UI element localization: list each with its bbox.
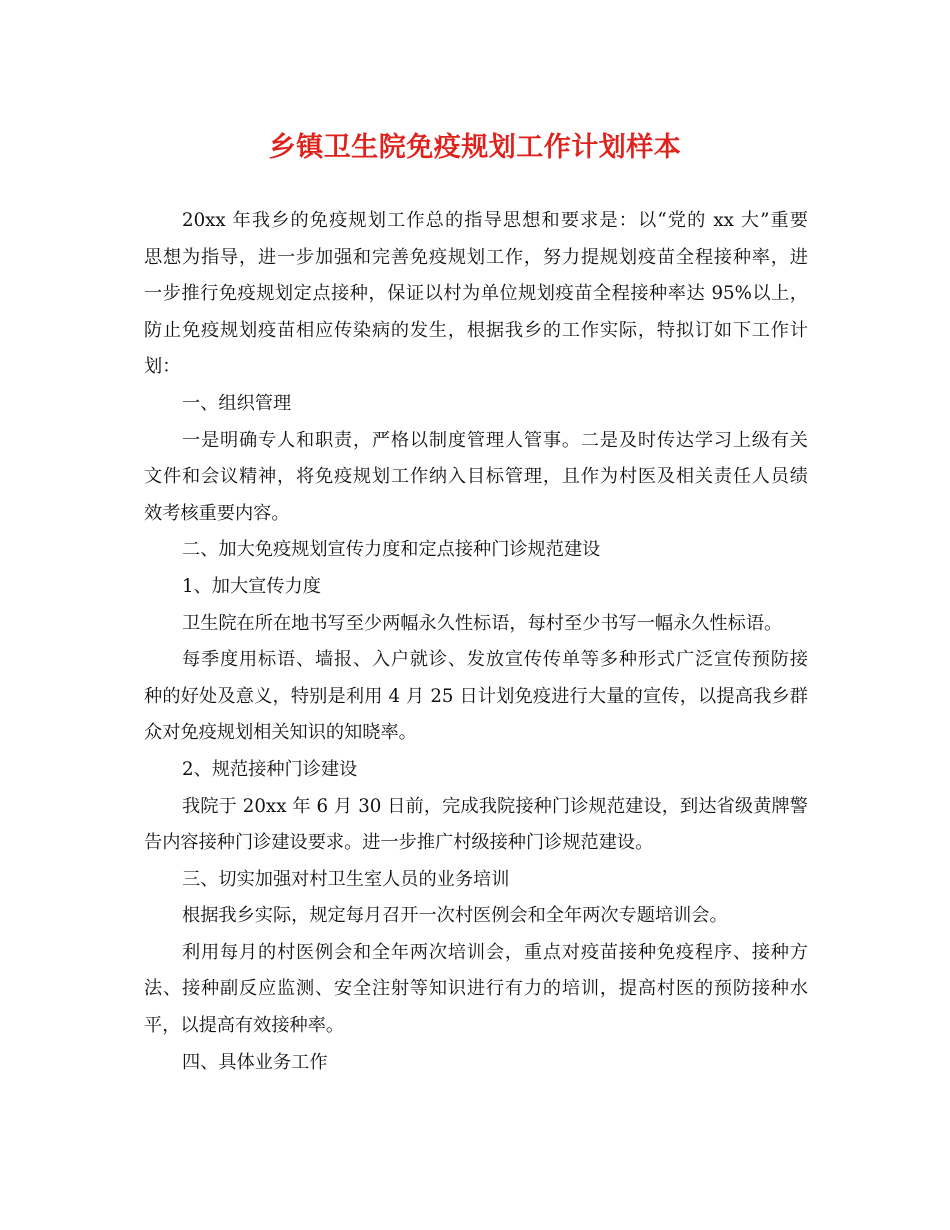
text-line: 划：	[144, 356, 181, 378]
text-line: 文件和会议精神，将免疫规划工作纳入目标管理，且作为村医及相关责任人员绩	[144, 466, 808, 488]
text-line: 平，以提高有效接种率。	[144, 1015, 345, 1037]
text-line: 我院于 20xx 年 6 月 30 日前，完成我院接种门诊规范建设，到达省级黄牌警	[182, 795, 808, 817]
text-line: 法、接种副反应监测、安全注射等知识进行有力的培训，提高村医的预防接种水	[144, 978, 808, 1000]
text-line: 防止免疫规划疫苗相应传染病的发生，根据我乡的工作实际，特拟订如下工作计	[144, 319, 808, 341]
text-line: 思想为指导，进一步加强和完善免疫规划工作，努力提规划疫苗全程接种率，进	[144, 246, 808, 268]
document-title: 乡镇卫生院免疫规划工作计划样本	[268, 132, 682, 163]
text-line: 效考核重要内容。	[144, 502, 290, 524]
text-line: 三、切实加强对村卫生室人员的业务培训	[182, 868, 510, 890]
text-line: 卫生院在所在地书写至少两幅永久性标语，每村至少书写一幅永久性标语。	[182, 612, 783, 634]
text-line: 一步推行免疫规划定点接种，保证以村为单位规划疫苗全程接种率达 95%以上，	[144, 283, 808, 305]
text-line: 20xx 年我乡的免疫规划工作总的指导思想和要求是：以“党的 xx 大”重要	[182, 210, 808, 231]
text-line: 种的好处及意义，特别是利用 4 月 25 日计划免疫进行大量的宣传，以提高我乡群	[144, 685, 808, 707]
text-line: 二、加大免疫规划宣传力度和定点接种门诊规范建设	[182, 539, 601, 561]
text-line: 四、具体业务工作	[182, 1051, 328, 1073]
text-line: 一是明确专人和职责，严格以制度管理人管事。二是及时传达学习上级有关	[182, 429, 808, 451]
text-line: 2、规范接种门诊建设	[182, 758, 358, 780]
text-line: 利用每月的村医例会和全年两次培训会，重点对疫苗接种免疫程序、接种方	[182, 941, 808, 963]
document-body	[144, 203, 808, 1081]
text-line: 众对免疫规划相关知识的知晓率。	[144, 722, 417, 744]
text-line: 一、组织管理	[182, 392, 292, 414]
text-line: 告内容接种门诊建设要求。进一步推广村级接种门诊规范建设。	[144, 832, 654, 854]
text-line: 根据我乡实际，规定每月召开一次村医例会和全年两次专题培训会。	[182, 905, 728, 927]
text-line: 每季度用标语、墙报、入户就诊、发放宣传传单等多种形式广泛宣传预防接	[182, 649, 808, 671]
text-line: 1、加大宣传力度	[182, 575, 321, 597]
